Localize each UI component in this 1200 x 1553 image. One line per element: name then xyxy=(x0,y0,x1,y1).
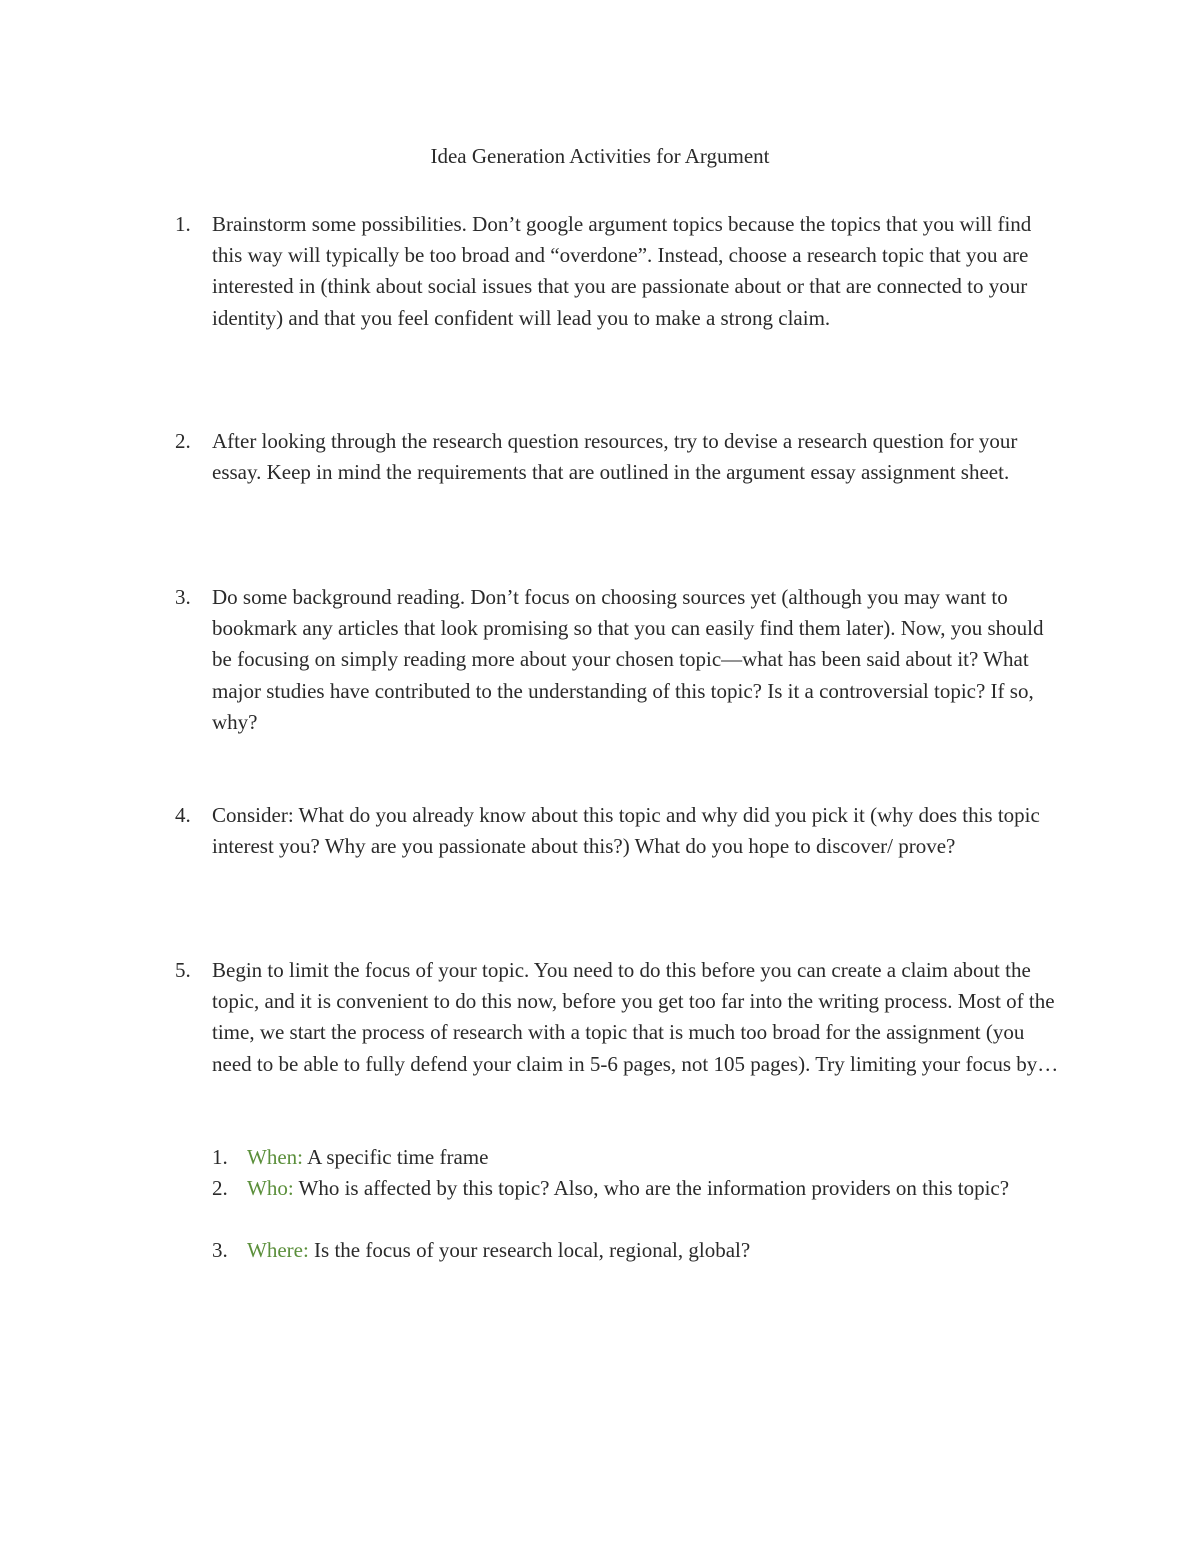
list-item-number: 2. xyxy=(175,429,191,453)
sublist-item-text: Who is affected by this topic? Also, who are the information providers on this topic? xyxy=(293,1176,1010,1200)
list-item-number: 1. xyxy=(175,212,191,236)
list-item xyxy=(175,955,1065,1080)
sublist-item xyxy=(212,1173,1062,1204)
sublist-item-number: 2. xyxy=(212,1176,228,1200)
list-item xyxy=(175,800,1065,862)
sublist-item-label: Who: xyxy=(247,1176,294,1200)
list-item-text: Brainstorm some possibilities. Don’t google argument topics because the topics that you will find this way will typically be too broad and “overdone”. Instead, choose a research topic that you are interested in (think about social issues that you are passionate about or that are connected to your identity) and that you feel confident will lead you to make a strong claim. xyxy=(212,212,1032,330)
list-item-number: 5. xyxy=(175,958,191,982)
list-item xyxy=(175,209,1065,334)
list-item xyxy=(175,426,1065,488)
list-item-number: 3. xyxy=(175,585,191,609)
sublist-item xyxy=(212,1235,1062,1266)
list-item-number: 4. xyxy=(175,803,191,827)
list-item-text: After looking through the research question resources, try to devise a research question for your essay. Keep in mind the requirements that are outlined in the argument essay assignment sheet. xyxy=(212,429,1018,485)
list-item xyxy=(175,582,1065,738)
sublist-item-text: A specific time frame xyxy=(302,1145,489,1169)
list-item-text: Begin to limit the focus of your topic. You need to do this before you can create a claim about the topic, and it is convenient to do this now, before you get too far into the writing process. Most of the time, we start the process of research with a topic that is much too broad for the assignment (you need to be able to fully defend your claim in 5-6 pages, not 105 pages). Try limiting your focus by… xyxy=(212,958,1059,1076)
sublist-item-text: Is the focus of your research local, regional, global? xyxy=(308,1238,751,1262)
list-item-text: Consider: What do you already know about this topic and why did you pick it (why does this topic interest you? Why are you passionate about this?) What do you hope to discover/ prove? xyxy=(212,803,1040,859)
sublist-item-label: When: xyxy=(247,1145,303,1169)
list-item-text: Do some background reading. Don’t focus on choosing sources yet (although you may want to bookmark any articles that look promising so that you can easily find them later). Now, you should be focusing on simply reading more about your chosen topic—what has been said about it? What major studies have contributed to the understanding of this topic? Is it a controversial topic? If so, why? xyxy=(212,585,1044,734)
sublist-item-label: Where: xyxy=(247,1238,309,1262)
sublist-item xyxy=(212,1142,1062,1173)
sublist-item-number: 3. xyxy=(212,1238,228,1262)
document-title: Idea Generation Activities for Argument xyxy=(430,144,770,168)
sublist-item-number: 1. xyxy=(212,1145,228,1169)
